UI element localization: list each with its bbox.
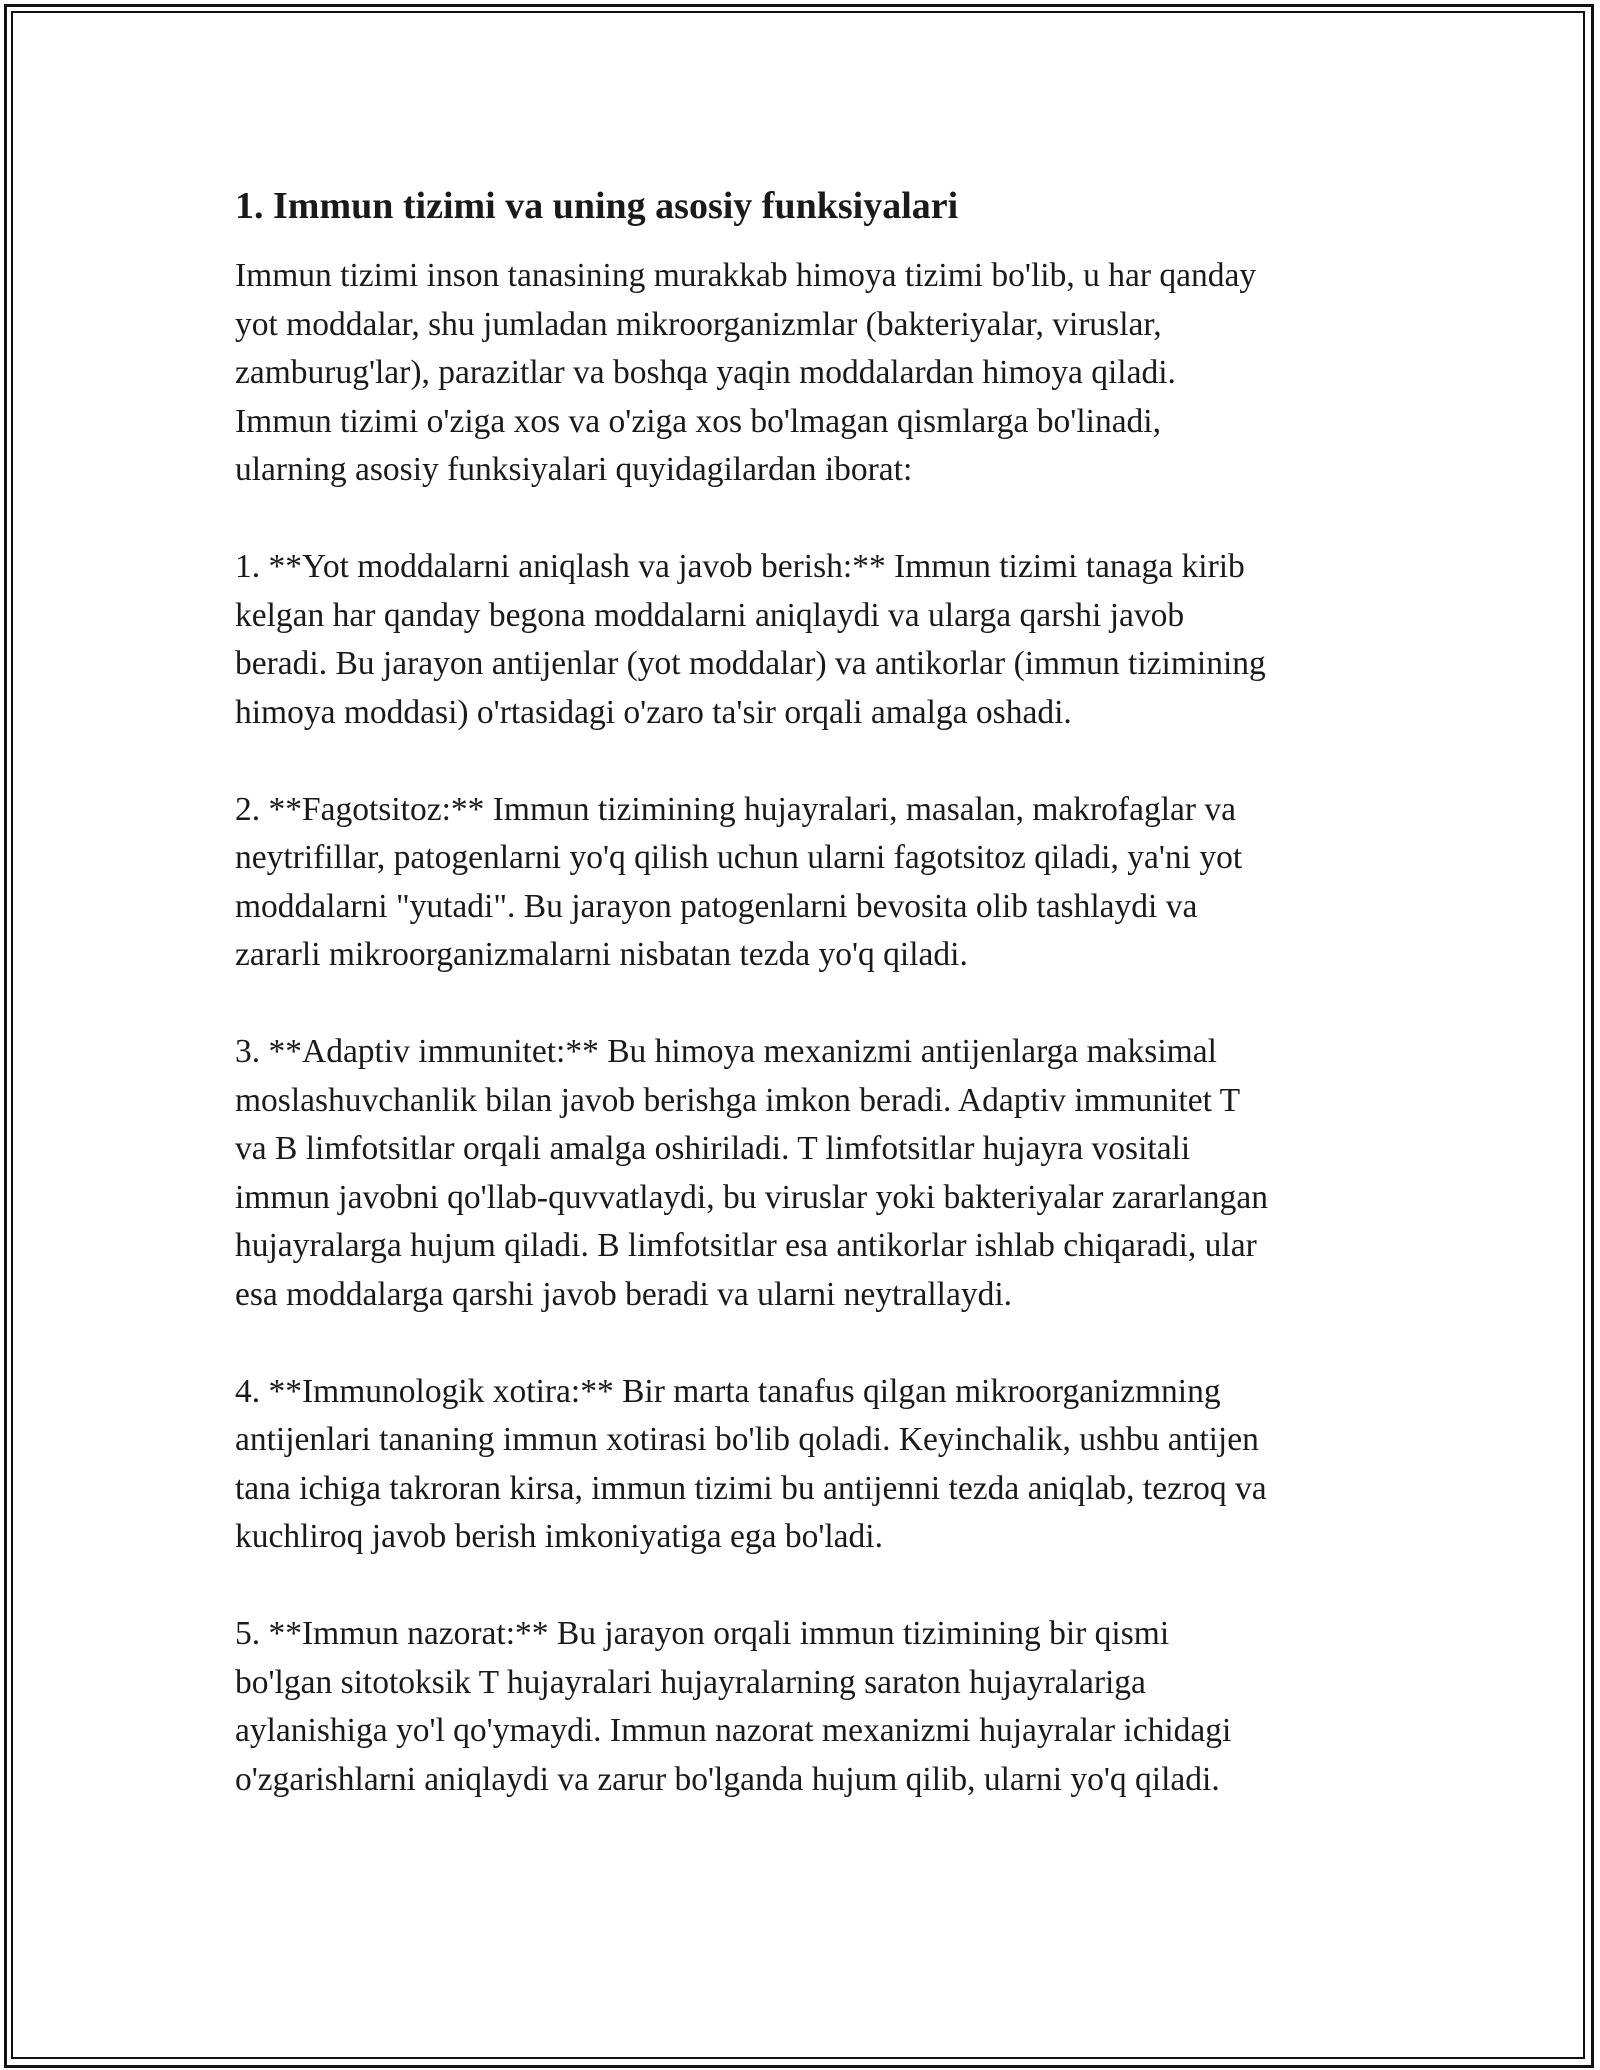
text-line: kelgan har qanday begona moddalarni aniqlaydi va ularga qarshi javob bbox=[235, 596, 1185, 634]
text-line: esa moddalarga qarshi javob beradi va ularni neytrallaydi. bbox=[235, 1275, 1013, 1313]
text-line: 3. **Adaptiv immunitet:** Bu himoya mexanizmi antijenlarga maksimal bbox=[235, 1033, 1217, 1070]
text-line: 1. **Yot moddalarni aniqlash va javob berish:** Immun tizimi tanaga kirib bbox=[235, 548, 1245, 585]
intro-paragraph bbox=[235, 252, 1375, 495]
text-line: 5. **Immun nazorat:** Bu jarayon orqali immun tizimining bir qismi bbox=[235, 1615, 1170, 1652]
text-line: ularning asosiy funksiyalari quyidagilardan iborat: bbox=[235, 451, 913, 488]
text-line: 4. **Immunologik xotira:** Bir marta tanafus qilgan mikroorganizmning bbox=[235, 1372, 1221, 1410]
text-line: himoya moddasi) o'rtasidagi o'zaro ta'sir orqali amalga oshadi. bbox=[235, 693, 1072, 731]
text-line: Immun tizimi o'ziga xos va o'ziga xos bo'lmagan qismlarga bo'linadi, bbox=[235, 402, 1161, 440]
text-line: moddalarni "yutadi". Bu jarayon patogenlarni bevosita olib tashlaydi va bbox=[235, 887, 1198, 925]
text-line: zamburug'lar), parazitlar va boshqa yaqin moddalardan himoya qiladi. bbox=[235, 354, 1176, 391]
text-line: o'zgarishlarni aniqlaydi va zarur bo'lganda hujum qilib, ularni yo'q qiladi. bbox=[235, 1760, 1220, 1798]
document-page bbox=[235, 182, 1375, 1853]
list-item-3 bbox=[235, 1028, 1375, 1319]
list-item-5 bbox=[235, 1610, 1375, 1804]
list-item-1 bbox=[235, 543, 1375, 737]
text-line: yot moddalar, shu jumladan mikroorganizmlar (bakteriyalar, viruslar, bbox=[235, 305, 1162, 343]
text-line: moslashuvchanlik bilan javob berishga imkon beradi. Adaptiv immunitet T bbox=[235, 1081, 1241, 1119]
list-item-4 bbox=[235, 1368, 1375, 1562]
text-line: zararli mikroorganizmalarni nisbatan tezda yo'q qiladi. bbox=[235, 936, 968, 973]
text-line: Immun tizimi inson tanasining murakkab himoya tizimi bo'lib, u har qanday bbox=[235, 257, 1257, 294]
list-item-2 bbox=[235, 786, 1375, 980]
text-line: neytrifillar, patogenlarni yo'q qilish uchun ularni fagotsitoz qiladi, ya'ni yot bbox=[235, 839, 1243, 876]
text-line: antijenlari tananing immun xotirasi bo'lib qoladi. Keyinchalik, ushbu antijen bbox=[235, 1421, 1259, 1458]
text-line: tana ichiga takroran kirsa, immun tizimi bu antijenni tezda aniqlab, tezroq va bbox=[235, 1469, 1267, 1507]
text-line: beradi. Bu jarayon antijenlar (yot moddalar) va antikorlar (immun tizimining bbox=[235, 645, 1266, 682]
text-line: va B limfotsitlar orqali amalga oshiriladi. T limfotsitlar hujayra vositali bbox=[235, 1130, 1191, 1167]
text-line: bo'lgan sitotoksik T hujayralari hujayralarning saraton hujayralariga bbox=[235, 1663, 1146, 1701]
text-line: 2. **Fagotsitoz:** Immun tizimining hujayralari, masalan, makrofaglar va bbox=[235, 790, 1237, 828]
text-line: aylanishiga yo'l qo'ymaydi. Immun nazorat mexanizmi hujayralar ichidagi bbox=[235, 1712, 1232, 1749]
text-line: kuchliroq javob berish imkoniyatiga ega bo'ladi. bbox=[235, 1518, 883, 1555]
text-line: immun javobni qo'llab-quvvatlaydi, bu viruslar yoki bakteriyalar zararlangan bbox=[235, 1178, 1269, 1216]
text-line: hujayralarga hujum qiladi. B limfotsitlar esa antikorlar ishlab chiqaradi, ular bbox=[235, 1227, 1257, 1264]
page-title: 1. Immun tizimi va uning asosiy funksiyalari bbox=[235, 185, 959, 227]
